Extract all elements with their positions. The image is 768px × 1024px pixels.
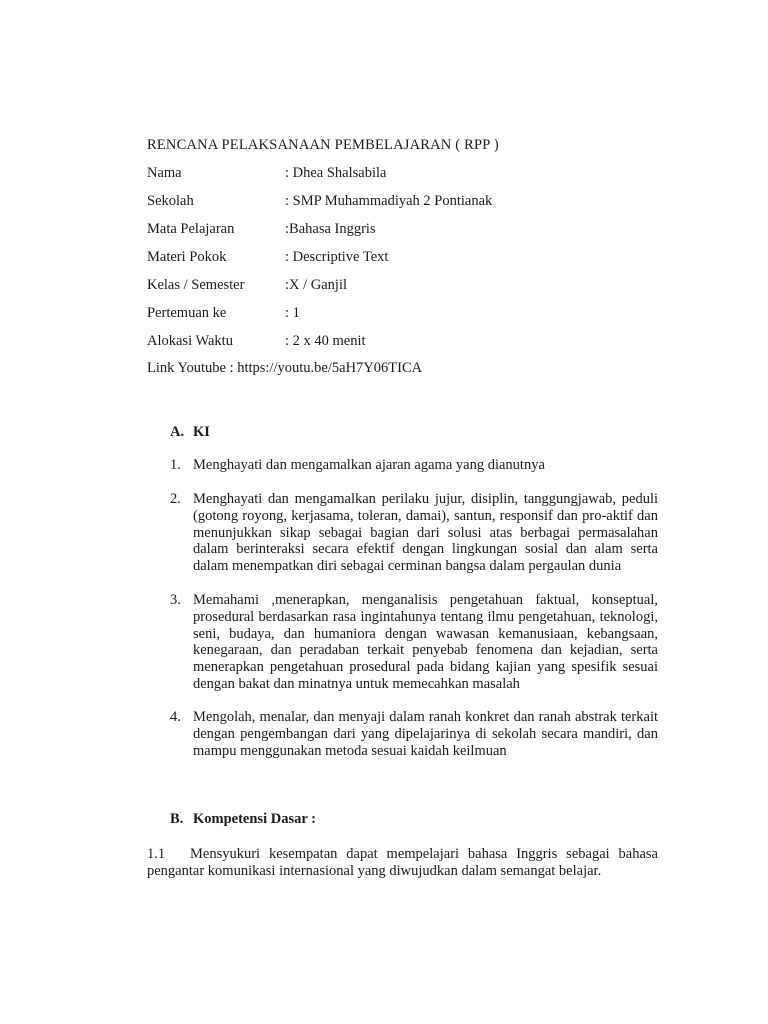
- document-title: RENCANA PELAKSANAAN PEMBELAJARAN ( RPP ): [147, 137, 499, 153]
- info-value: :Bahasa Inggris: [285, 221, 376, 237]
- section-b-heading: [170, 811, 316, 828]
- section-a-marker: A.: [170, 424, 185, 440]
- ki-list-item: [170, 457, 658, 474]
- list-text: Menghayati dan mengamalkan ajaran agama yang dianutnya: [193, 457, 545, 473]
- list-text: Mengolah, menalar, dan menyaji dalam ranah konkret dan ranah abstrak terkait dengan pengembangan dari yang dipelajarinya di sekolah secara mandiri, dan mampu menggunakan metoda sesuai kaidah keilmuan: [193, 709, 658, 759]
- info-label: Sekolah: [147, 193, 194, 209]
- list-text: Menghayati dan mengamalkan perilaku jujur, disiplin, tanggungjawab, peduli (gotong royong, kerjasama, toleran, damai), santun, responsif dan pro-aktif dan menunjukkan sikap sebagai bagian dari solusi atas berbagai permasalahan dalam berinteraksi secara efektif dengan lingkungan sosial dan alam serta dalam menempatkan diri sebagai cerminan bangsa dalam pergaulan dunia: [193, 491, 658, 575]
- section-b-marker: B.: [170, 811, 184, 827]
- info-value: : Descriptive Text: [285, 249, 389, 265]
- list-number: 3.: [170, 592, 181, 608]
- list-text: Memahami ,menerapkan, menganalisis pengetahuan faktual, konseptual, prosedural berdasarkan rasa ingintahunya tentang ilmu pengetahuan, teknologi, seni, budaya, dan humaniora dengan wawasan kemanusiaan, kebangsaan, kenegaraan, dan peradaban terkait penyebab fenomena dan kejadian, serta menerapkan pengetahuan prosedural pada bidang kajian yang spesifik sesuai dengan bakat dan minatnya untuk memecahkan masalah: [193, 592, 658, 692]
- info-label: Nama: [147, 165, 182, 181]
- info-value: : Dhea Shalsabila: [285, 165, 387, 181]
- youtube-link-line: Link Youtube : https://youtu.be/5aH7Y06TICA: [147, 360, 423, 376]
- info-value: : 2 x 40 menit: [285, 333, 366, 349]
- info-label: Pertemuan ke: [147, 305, 227, 321]
- kd-number: 1.1: [147, 846, 166, 862]
- kd-paragraph: [147, 846, 658, 880]
- kd-text: Mensyukuri kesempatan dapat mempelajari bahasa Inggris sebagai bahasa pengantar komunikasi internasional yang diwujudkan dalam semangat belajar.: [147, 846, 658, 879]
- ki-list-item: [170, 491, 658, 575]
- ki-list-item: [170, 709, 658, 759]
- ki-list-item: [170, 592, 658, 693]
- info-label: Alokasi Waktu: [147, 333, 233, 349]
- info-value: :X / Ganjil: [285, 277, 348, 293]
- list-number: 1.: [170, 457, 181, 473]
- list-number: 4.: [170, 709, 181, 725]
- list-number: 2.: [170, 491, 181, 507]
- info-value: : SMP Muhammadiyah 2 Pontianak: [285, 193, 493, 209]
- info-value: : 1: [285, 305, 300, 321]
- info-label: Kelas / Semester: [147, 277, 245, 293]
- info-label: Materi Pokok: [147, 249, 227, 265]
- section-b-title: Kompetensi Dasar :: [193, 811, 316, 827]
- section-a-title: KI: [193, 424, 210, 440]
- info-label: Mata Pelajaran: [147, 221, 235, 237]
- section-a-heading: [170, 424, 210, 441]
